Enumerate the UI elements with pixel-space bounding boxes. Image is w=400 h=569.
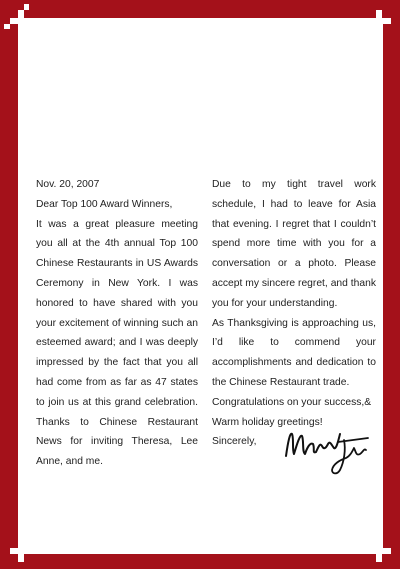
- letter-body-right-1: Due to my tight travel work schedule, I had to leave for Asia that evening. I regret that I couldn’t spend more time with you for a conversation or a photo. Please accept my sincere regret, and thank you for your understanding.: [212, 179, 376, 309]
- corner-step: [4, 24, 10, 29]
- letter-left-column: [36, 175, 198, 472]
- corner-step: [383, 18, 391, 24]
- corner-step: [376, 554, 382, 562]
- letter-right-column: [212, 175, 376, 472]
- letter-body-right-3: Congratulations on your success,& Warm holiday greetings!: [212, 396, 372, 428]
- letter-body-left: It was a great pleasure meeting you all at the 4th annual Top 100 Chinese Restaurants in US Awards Ceremony in New York. I was honored to have shared with you your excitement of winning such an esteemed award; and I was deeply impressed by the fact that you all had come from as far as 47 states to join us at this grand celebration. Thanks to Chinese Restaurant News for inviting Theresa, Lee Anne, and me.: [36, 218, 198, 468]
- corner-step: [376, 10, 382, 18]
- corner-step: [18, 10, 24, 18]
- corner-step: [18, 554, 24, 562]
- signature-block: [212, 432, 376, 472]
- handwritten-signature: [280, 420, 372, 478]
- letter-closing: Sincerely,: [212, 436, 257, 448]
- letter-body-right-2: As Thanksgiving is approaching us, I’d like to commend your accomplishments and dedication to the Chinese Restaurant trade.: [212, 317, 376, 388]
- letter-salutation: Dear Top 100 Award Winners,: [36, 198, 173, 210]
- corner-step: [383, 548, 391, 554]
- letter-date: Nov. 20, 2007: [36, 179, 100, 190]
- corner-step: [10, 18, 18, 24]
- corner-step: [10, 548, 18, 554]
- corner-step: [24, 4, 29, 10]
